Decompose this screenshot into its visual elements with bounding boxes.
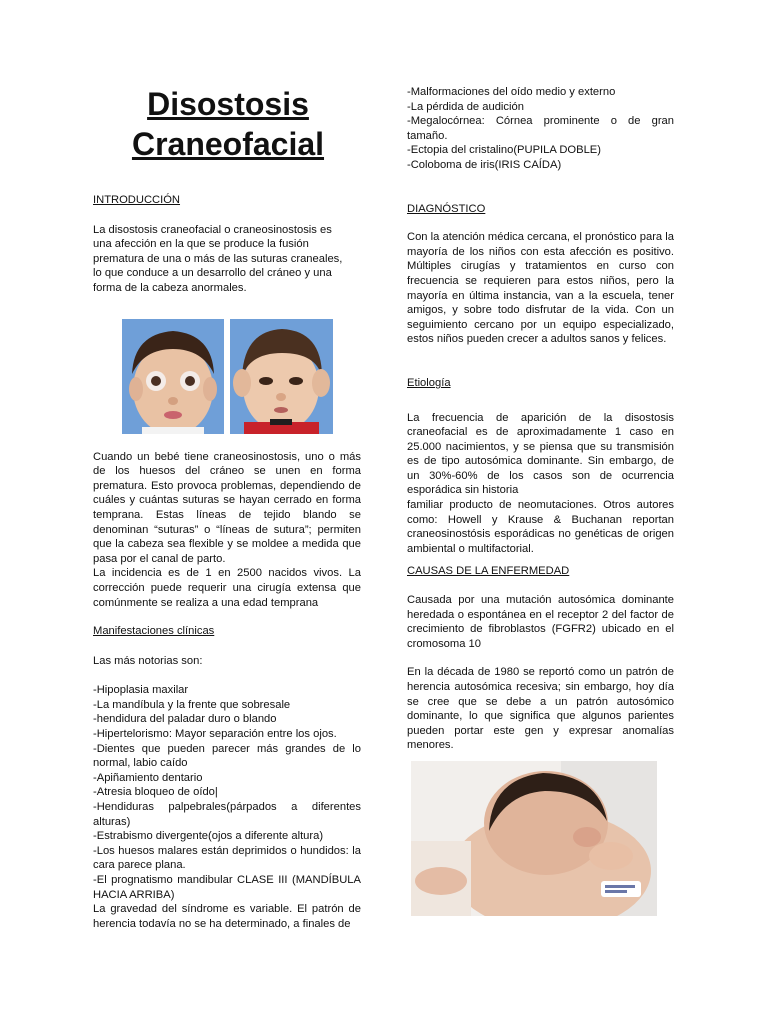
baby-photo xyxy=(411,761,674,916)
list-item: -Atresia bloqueo de oído| xyxy=(93,786,218,799)
intro-paragraph xyxy=(93,223,361,296)
top-list xyxy=(407,85,674,173)
bebe-paragraph: Cuando un bebé tiene craneosinostosis, uno o más de los huesos del cráneo se unen en forma prematura. Esto provoca problemas, dependiendo de cuáles y cuántas suturas se hayan cerrado en forma temprana. Estas líneas de tejido blando se denominan “suturas” o “líneas de sutura”; permiten que la cabeza sea flexible y se moldee a medida que pasa por el canal de parto. xyxy=(93,450,361,565)
list-item: -Los huesos malares están deprimidos o hundidos: la cara parece plana. xyxy=(93,844,361,872)
list-item: -Megalocórnea: Córnea prominente o de gran tamaño. xyxy=(407,115,674,142)
etiologia-paragraph-2: familiar producto de neomutaciones. Otros autores como: Howell y Krause & Buchanan reportan craneosinostósis esporádicas no genéticas de origen ambiental o multifactorial. xyxy=(407,499,674,555)
diagnostico-paragraph: Con la atención médica cercana, el pronóstico para la mayoría de los niños con esta afección es positivo. Múltiples cirugías y tratamientos en curso con frecuencia se requieren para estos niños, pero la mayoría en última instancia, van a la escuela, tener amigos, y sobre todo disfrutar de la vida. Con un seguimiento cercano por un equipo especializado, estos niños pueden crecer a adultos sanos y felices. xyxy=(407,231,674,346)
intro-line: una afección en la que se produce la fusión xyxy=(93,238,309,251)
notorias-text: Las más notorias son: xyxy=(93,654,203,667)
left-column xyxy=(93,84,361,931)
list-item: -Apiñamiento dentario xyxy=(93,771,203,784)
list-item: -Ectopia del cristalino(PUPILA DOBLE) xyxy=(407,144,601,157)
list-item: -Hendiduras palpebrales(párpados a diferentes alturas) xyxy=(93,801,361,828)
list-item: -Dientes que pueden parecer más grandes de lo normal, labio caído xyxy=(93,742,361,770)
list-item: -La mandíbula y la frente que sobresale xyxy=(93,698,291,711)
list-item: -hendidura del paladar duro o blando xyxy=(93,713,277,726)
list-item: -Hipoplasia maxilar xyxy=(93,684,189,697)
intro-line: forma de la cabeza anormales. xyxy=(93,281,247,294)
etiologia-heading: Etiología xyxy=(407,376,451,389)
gravedad-paragraph: La gravedad del síndrome es variable. El patrón de herencia todavía no se ha determinado, a finales de xyxy=(93,903,361,930)
intro-line: lo que conduce a un desarrollo del cráneo y una xyxy=(93,267,332,280)
decada-paragraph: En la década de 1980 se reportó como un patrón de herencia autosómica recesiva; sin embargo, hoy día se cree que se debe a un patrón autosómico dominante, lo que significa que algunos parientes pueden portar este gen y expresar anomalías menores. xyxy=(407,666,674,752)
manifestaciones-list xyxy=(93,683,361,902)
child-photo-2 xyxy=(230,319,333,434)
incidencia-paragraph: La incidencia es de 1 en 2500 nacidos vivos. La corrección puede requerir una cirugía extensa que comúnmente se realiza a una edad temprana xyxy=(93,567,361,609)
list-item: -Coloboma de iris(IRIS CAÍDA) xyxy=(407,158,562,171)
etiologia-paragraph: La frecuencia de aparición de la disostosis craneofacial es de aproximadamente 1 caso en 25.000 nacimientos, y se piensa que su transmisión es de tipo autosómica dominante. Sin embargo, de un 30%-60% de los casos son de ocurrencia esporádica sin historia xyxy=(407,411,674,497)
children-photos xyxy=(122,319,361,434)
title-line-2: Craneofacial xyxy=(131,126,325,162)
causas-heading: CAUSAS DE LA ENFERMEDAD xyxy=(407,565,570,578)
causas-paragraph: Causada por una mutación autosómica dominante heredada o espontánea en el receptor 2 del factor de crecimiento de fibroblastos (FGFR2) ubicado en el cromosoma 10 xyxy=(407,594,674,650)
intro-line: prematura de una o más de las suturas craneales, xyxy=(93,252,343,265)
list-item: -Malformaciones del oído medio y externo xyxy=(407,86,616,98)
list-item: -La pérdida de audición xyxy=(407,100,524,113)
diagnostico-heading: DIAGNÓSTICO xyxy=(407,202,486,215)
list-item: -El prognatismo mandibular CLASE III (MANDÍBULA HACIA ARRIBA) xyxy=(93,874,361,901)
page-title xyxy=(95,84,361,164)
right-column xyxy=(407,85,674,916)
intro-heading: INTRODUCCIÓN xyxy=(93,194,181,206)
title-line-1: Disostosis xyxy=(147,86,309,122)
list-item: -Estrabismo divergente(ojos a diferente altura) xyxy=(93,830,324,843)
list-item: -Hipertelorismo: Mayor separación entre los ojos. xyxy=(93,728,337,741)
child-photo-1 xyxy=(122,319,224,434)
intro-line: La disostosis craneofacial o craneosinostosis es xyxy=(93,223,332,236)
manifestaciones-heading: Manifestaciones clínicas xyxy=(93,625,215,638)
